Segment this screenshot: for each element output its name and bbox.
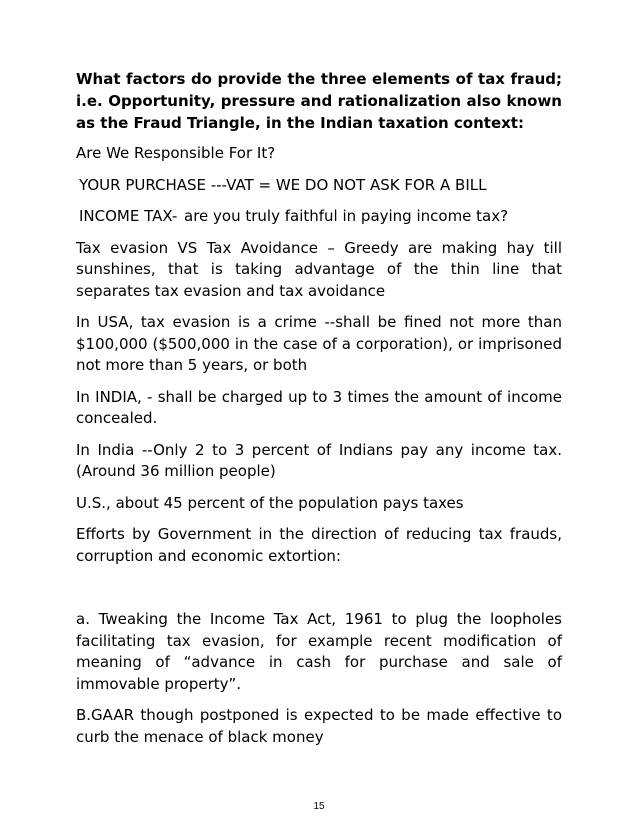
section-heading: What factors do provide the three elements of tax fraud; i.e. Opportunity, pressure and rationalization also known as the Fraud Triangle, in the Indian taxation context: [76,70,562,132]
point-b-paragraph: B.GAAR though postponed is expected to be made effective to curb the menace of black money [76,706,562,746]
question-line: Are We Responsible For It? [76,144,276,162]
income-tax-text: are you truly faithful in paying income tax? [184,207,509,225]
evasion-vs-avoidance-paragraph: Tax evasion VS Tax Avoidance – Greedy are making hay till sunshines, that is taking advantage of the thin line that separates tax evasion and tax avoidance [76,238,562,300]
point-a-paragraph: a. Tweaking the Income Tax Act, 1961 to plug the loopholes facilitating tax evasion, for example recent modification of meaning of “advance in cash for purchase and sale of immovable property”. [76,610,562,693]
india-taxpayers-paragraph: In India --Only 2 to 3 percent of Indians pay any income tax. (Around 36 million people) [76,440,562,480]
income-tax-line [76,206,562,228]
page-number: 15 [313,801,325,812]
india-penalty-paragraph: In INDIA, - shall be charged up to 3 times the amount of income concealed. [76,387,562,427]
purchase-line: YOUR PURCHASE ---VAT = WE DO NOT ASK FOR A BILL [79,175,487,194]
usa-penalty-paragraph: In USA, tax evasion is a crime --shall be fined not more than $100,000 ($500,000 in the case of a corporation), or imprisoned not more than 5 years, or both [76,313,562,374]
government-efforts-paragraph: Efforts by Government in the direction of reducing tax frauds, corruption and economic extortion: [76,525,562,565]
us-taxpayers-paragraph: U.S., about 45 percent of the population pays taxes [76,493,464,512]
page-content [76,68,562,758]
income-tax-label: INCOME TAX- [79,207,178,225]
